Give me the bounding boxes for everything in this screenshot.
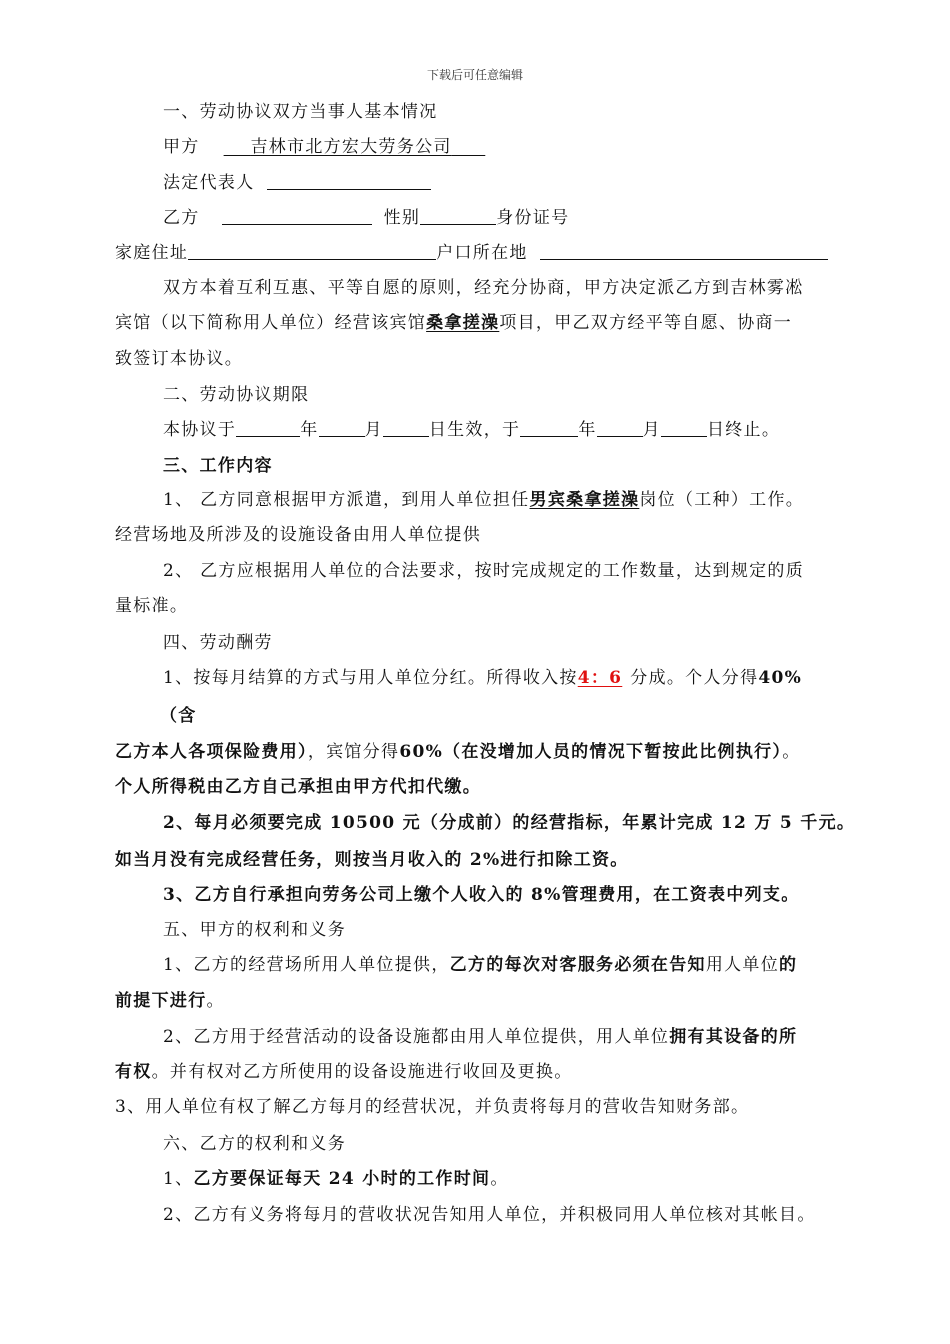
end-day-blank xyxy=(661,420,707,437)
section-4-title: 四、劳动酬劳 xyxy=(163,633,273,653)
end-month-blank xyxy=(597,420,643,437)
id-label: 身份证号 xyxy=(496,208,570,228)
party-a-item-1: 1、乙方的经营场所用人单位提供，乙方的每次对客服务必须在告知用人单位的 xyxy=(163,955,798,975)
section-3-title: 三、工作内容 xyxy=(163,456,273,476)
term-row: 本协议于 年 月 日生效，于 年 月 日终止。 xyxy=(163,420,781,440)
project-name: 桑拿搓澡 xyxy=(426,313,500,333)
hukou-label: 户口所在地 xyxy=(436,243,528,263)
party-a-label: 甲方 xyxy=(163,137,200,157)
intro-line-2: 宾馆（以下简称用人单位）经营该宾馆桑拿搓澡项目，甲乙双方经平等自愿、协商一 xyxy=(115,313,793,333)
start-year-blank xyxy=(236,420,300,437)
split-ratio: 4：6 xyxy=(577,668,623,688)
pay-item-2-line-2: 如当月没有完成经营任务，则按当月收入的 2%进行扣除工资。 xyxy=(115,850,629,870)
end-year-blank xyxy=(520,420,578,437)
pay-item-1: 1、按每月结算的方式与用人单位分红。所得收入按4：6 分成。个人分得40% xyxy=(163,668,803,688)
pay-item-2: 2、每月必须要完成 10500 元（分成前）的经营指标，年累计完成 12 万 5 千元。 xyxy=(163,813,856,833)
intro-line-1: 双方本着互利互惠、平等自愿的原则，经充分协商，甲方决定派乙方到吉林雾凇 xyxy=(163,278,804,298)
party-a-item-3: 3、用人单位有权了解乙方每月的经营状况，并负责将每月的营收告知财务部。 xyxy=(115,1097,750,1117)
address-row xyxy=(115,242,950,264)
legal-rep-label: 法定代表人 xyxy=(163,173,255,193)
start-day-blank xyxy=(383,420,429,437)
party-a-item-1-line-2: 前提下进行。 xyxy=(115,991,225,1011)
work-item-1-line-2: 经营场地及所涉及的设施设备由用人单位提供 xyxy=(115,525,481,545)
party-a-item-2-line-2: 有权。并有权对乙方所使用的设备设施进行收回及更换。 xyxy=(115,1062,573,1082)
gender-blank xyxy=(420,208,496,225)
legal-rep-blank xyxy=(267,173,431,190)
start-month-blank xyxy=(319,420,365,437)
address-label: 家庭住址 xyxy=(115,243,189,263)
section-2-title: 二、劳动协议期限 xyxy=(163,385,310,405)
page-header: 下载后可任意编辑 xyxy=(426,68,523,82)
gender-label: 性别 xyxy=(383,208,421,228)
intro-line-3: 致签订本协议。 xyxy=(115,349,244,369)
section-6-title: 六、乙方的权利和义务 xyxy=(163,1134,346,1154)
pay-item-3: 3、乙方自行承担向劳务公司上缴个人收入的 8%管理费用，在工资表中列支。 xyxy=(163,885,800,905)
work-item-2-line-2: 量标准。 xyxy=(115,596,189,616)
work-item-1: 1、 乙方同意根据甲方派遣，到用人单位担任男宾桑拿搓澡岗位（工种）工作。 xyxy=(163,490,805,510)
party-a-name: 吉林市北方宏大劳务公司 xyxy=(250,137,452,157)
legal-rep-row xyxy=(163,172,950,194)
section-5-title: 五、甲方的权利和义务 xyxy=(163,920,346,940)
party-b-label: 乙方 xyxy=(163,208,200,228)
address-blank xyxy=(188,243,436,260)
party-b-item-1: 1、乙方要保证每天 24 小时的工作时间。 xyxy=(163,1169,509,1189)
pay-item-1-line-2: （含 xyxy=(160,706,197,726)
party-a-item-2: 2、乙方用于经营活动的设备设施都由用人单位提供，用人单位拥有其设备的所 xyxy=(163,1027,798,1047)
party-b-item-2: 2、乙方有义务将每月的营收状况告知用人单位，并积极同用人单位核对其帐目。 xyxy=(163,1205,816,1225)
hukou-blank xyxy=(540,243,828,260)
work-item-2: 2、 乙方应根据用人单位的合法要求，按时完成规定的工作数量，达到规定的质 xyxy=(163,561,805,581)
job-title: 男宾桑拿搓澡 xyxy=(529,490,640,510)
section-1-title: 一、劳动协议双方当事人基本情况 xyxy=(163,102,438,122)
party-a-row xyxy=(163,136,950,158)
pay-item-1-line-4: 个人所得税由乙方自己承担由甲方代扣代缴。 xyxy=(115,777,481,797)
party-b-row xyxy=(163,207,950,229)
pay-item-1-line-3: 乙方本人各项保险费用），宾馆分得60%（在没增加人员的情况下暂按此比例执行）。 xyxy=(115,742,801,762)
party-b-blank xyxy=(222,208,372,225)
